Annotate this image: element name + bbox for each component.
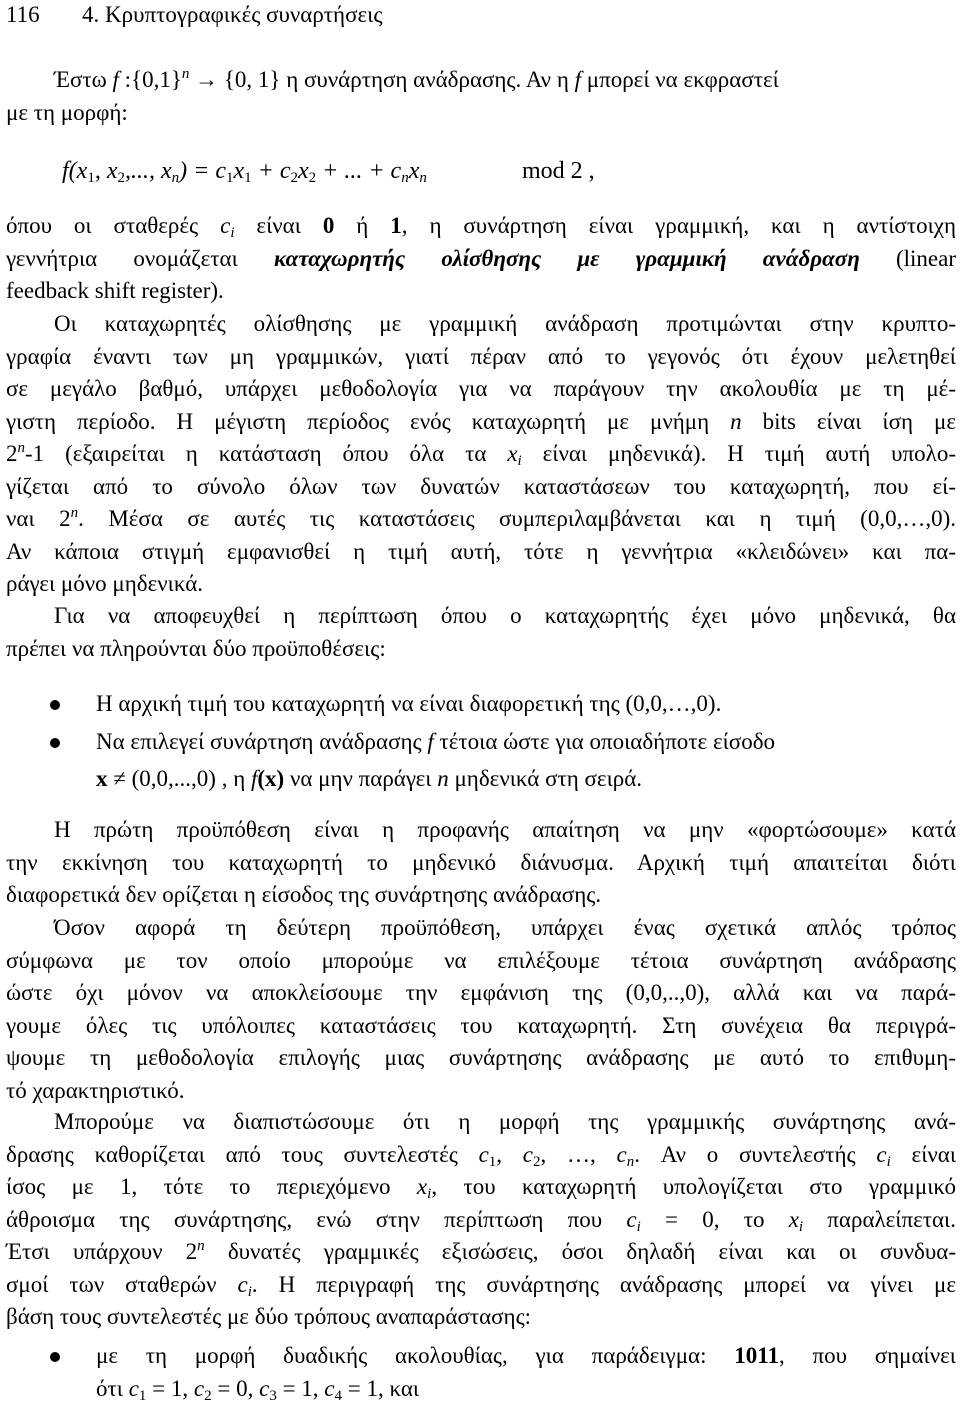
paragraph-first-condition: Η πρώτη προϋπόθεση είναι η προφανής απαίτηση να μην «φορτώσουμε» κατά την εκκίνηση του καταχωρητή το μηδενικό διάνυσμα. Αρχική τιμή απαιτείται διότι διαφορετικά δεν ορίζεται η είσοδος της συνάρτησης ανάδρασης. <box>6 817 956 907</box>
paragraph-max-period: Οι καταχωρητές ολίσθησης με γραμμική ανάδραση προτιμώνται στην κρυπτο- γραφία έναντι των μη γραμμικών, γιατί πέραν από το γεγονός ότι έχουν μελετηθεί σε μεγάλο βαθμό, υπάρχει μεθοδολογία για να παράγουν την ακολουθία με τη μέ- γιστη περίοδο. Η μέγιστη περίοδος ενός καταχωρητή με μνήμη n bits είναι ίση με 2$^n$-1 (εξαιρείται η κατάσταση όπου όλα τα $x_i$ είναι μηδενικά). Η τιμή αυτή υπολο- γίζεται από το σύνολο όλων των δυνατών καταστάσεων του καταχωρητή, που εί- ναι 2$^n$. Μέσα σε αυτές τις καταστάσεις συμπεριλαμβάνεται και η τιμή (0,0,…,0). Αν κάποια στιγμή εμφανισθεί η τιμή αυτή, τότε η γεννήτρια «κλειδώνει» και πα- ράγει μόνο μηδενικά. <box>6 311 957 596</box>
bullet-icon <box>50 738 60 748</box>
paragraph-second-condition: Όσον αφορά τη δεύτερη προϋπόθεση, υπάρχει ένας σχετικά απλός τρόπος σύμφωνα με τον οποίο μπορούμε να επιλέξουμε τέτοια συνάρτηση ανάδρασης ώστε όχι μόνον να αποκλείσουμε την εμφάνιση της (0,0,..,0), αλλά και να παρά- γουμε όλες τις υπόλοιπες καταστάσεις του καταχωρητή. Στη συνέχεια θα περιγρά- ψουμε τη μεθοδολογία επιλογής μιας συνάρτησης ανάδρασης με αυτό το επιθυμη- τό χαρακτηριστικό. <box>6 915 956 1103</box>
chapter-title: 4. Κρυπτογραφικές συναρτήσεις <box>82 2 383 27</box>
bullet-icon <box>50 700 60 710</box>
paragraph-definition: Έστω f $:\{0,1\}^n \to \{0$, 1} η συνάρτηση ανάδρασης. Αν η f μπορεί να εκφραστεί με τη μορφή: <box>6 66 779 125</box>
paragraph-conditions: Για να αποφευχθεί η περίπτωση όπου ο καταχωρητής έχει μόνο μηδενικά, θα πρέπει να πληρούνται δύο προϋποθέσεις: <box>6 603 956 661</box>
document-page: 116 4. Κρυπτογραφικές συναρτήσεις Έστω f $:\{0,1\}^n \to \{0$, 1} η συνάρτηση ανάδρασης. Αν η f μπορεί να εκφραστεί με τη μορφή: $f(x_1$, $x_2$,..., $x_n) = c_1x_1 + c_2x_2$ + ... + $c_nx_n$ mod 2 , όπου οι σταθερές $c_i$ είναι 0 ή 1, η συνάρτηση είναι γραμμική, και η αντίστοιχη γεννήτρια ονομάζεται καταχωρητής ολίσθησης με γραμμική ανάδραση (linear feedback shift register). Οι καταχωρητές ολίσθησης με γραμμική ανάδραση προτιμώνται στην κρυπτο- γραφία έναντι των μη γραμμικών, γιατί πέραν από το γεγονός ότι έχουν μελετηθεί σε μεγάλο βαθμό, υπάρχει μεθοδολογία για να παράγουν την ακολουθία με τη μέ- γιστη περίοδο. Η μέγιστη περίοδος ενός καταχωρητή με μνήμη n bits είναι ίση με 2$^n$-1 (εξαιρείται η κατάσταση όπου όλα τα $x_i$ είναι μηδενικά). Η τιμή αυτή υπολο- γίζεται από το σύνολο όλων των δυνατών καταστάσεων του καταχωρητή, που εί- ναι 2$^n$. Μέσα σε αυτές τις καταστάσεις συμπεριλαμβάνεται και η τιμή (0,0,…,0). Αν κάποια στιγμή εμφανισθεί η τιμή αυτή, τότε η γεννήτρια «κλειδώνει» και πα- ράγει μόνο μηδενικά. Για να αποφευχθεί η περίπτωση όπου ο καταχωρητής έχει μόνο μηδενικά, θα πρέπει να πληρούνται δύο προϋποθέσεις: Η αρχική τιμή του καταχωρητή να είναι διαφορετική της (0,0,…,0). Να επιλεγεί συνάρτηση ανάδρασης f τέτοια ώστε για οποιαδήποτε είσοδο x ≠ (0,0,...,0) , η f(x) να μην παράγει n μηδενικά στη σειρά. Η πρώτη προϋπόθεση είναι η προφανής απαίτηση να μην «φορτώσουμε» κατά την εκκίνηση του καταχωρητή το μηδενικό διάνυσμα. Αρχική τιμή απαιτείται διότι διαφορετικά δεν ορίζεται η είσοδος της συνάρτησης ανάδρασης. Όσον αφορά τη δεύτερη προϋπόθεση, υπάρχει ένας σχετικά απλός τρόπος σύμφωνα με τον οποίο μπορούμε να επιλέξουμε τέτοια συνάρτηση ανάδρασης ώστε όχι μόνον να αποκλείσουμε την εμφάνιση της (0,0,..,0), αλλά και να παρά- γουμε όλες τις υπόλοιπες καταστάσεις του καταχωρητή. Στη συνέχεια θα περιγρά- ψουμε τη μεθοδολογία επιλογής μιας συνάρτησης ανάδρασης με αυτό το επιθυμη- τό χαρακτηριστικό. Μπορούμε να διαπιστώσουμε ότι η μορφή της γραμμικής συνάρτησης ανά- δρασης καθορίζεται από τους συντελεστές $c_1$, $c_2$, …, $c_n$. Αν ο συντελεστής $c_i$ είναι ίσος με 1, τότε το περιεχόμενο $x_i$, του καταχωρητή υπολογίζεται στο γραμμικό άθροισμα της συνάρτησης, ενώ στην περίπτωση που $c_i = 0$, το $x_i$ παραλείπεται. Έτσι υπάρχουν 2$^n$ δυνατές γραμμικές εξισώσεις, όσοι δηλαδή είναι και οι συνδυα- σμοί των σταθερών $c_i$. Η περιγραφή της συνάρτησης ανάδρασης μπορεί να γίνει με βάση τους συντελεστές με δύο τρόπους αναπαράστασης: με τη μορφή δυαδικής ακολουθίας, για παράδειγμα: 1011, που σημαίνει ότι $c_1 = 1$, $c_2 = 0$, $c_3 = 1$, $c_4 = 1$, και <box>6 2 957 1404</box>
modulus: mod 2 , <box>522 158 595 184</box>
paragraph-lfsr-definition: όπου οι σταθερές $c_i$ είναι 0 ή 1, η συνάρτηση είναι γραμμική, και η αντίστοιχη γεννήτρια ονομάζεται καταχωρητής ολίσθησης με γραμμική ανάδραση (linear feedback shift register). <box>6 213 956 303</box>
paragraph-coefficients: Μπορούμε να διαπιστώσουμε ότι η μορφή της γραμμικής συνάρτησης ανά- δρασης καθορίζεται από τους συντελεστές $c_1$, $c_2$, …, $c_n$. Αν ο συντελεστής $c_i$ είναι ίσος με 1, τότε το περιεχόμενο $x_i$, του καταχωρητή υπολογίζεται στο γραμμικό άθροισμα της συνάρτησης, ενώ στην περίπτωση που $c_i = 0$, το $x_i$ παραλείπεται. Έτσι υπάρχουν 2$^n$ δυνατές γραμμικές εξισώσεις, όσοι δηλαδή είναι και οι συνδυα- σμοί των σταθερών $c_i$. Η περιγραφή της συνάρτησης ανάδρασης μπορεί να γίνει με βάση τους συντελεστές με δύο τρόπους αναπαράστασης: <box>6 1109 957 1329</box>
feedback-function-formula: $f(x_1$, $x_2$,..., $x_n) = c_1x_1 + c_2x_2$ + ... + $c_nx_n$ mod 2 , <box>62 153 622 189</box>
running-header <box>6 0 956 30</box>
page-number: 116 <box>6 2 40 27</box>
bullet-icon <box>50 1352 60 1362</box>
lfsr-term: καταχωρητής ολίσθησης με γραμμική ανάδραση <box>273 245 860 271</box>
